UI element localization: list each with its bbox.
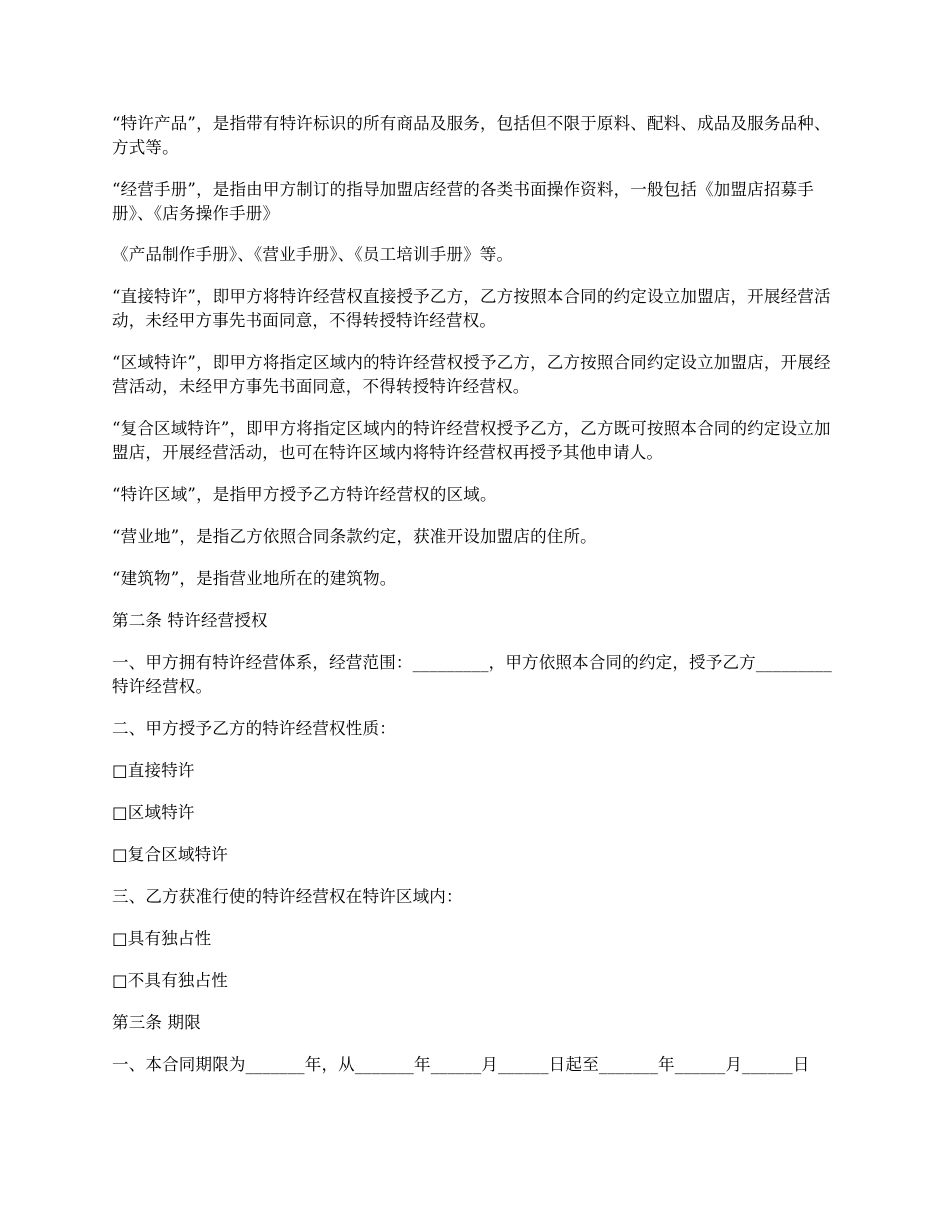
definition-direct-franchise: “直接特许”，即甲方将特许经营权直接授予乙方，乙方按照本合同的约定设立加盟店，开展经营活动，未经甲方事先书面同意，不得转授特许经营权。 — [112, 287, 831, 330]
checkbox-option-non-exclusive: □不具有独占性 — [112, 971, 228, 990]
definition-operations-manual: “经营手册”，是指由甲方制订的指导加盟店经营的各类书面操作资料，一般包括《加盟店招募手册》、《店务操作手册》 — [112, 180, 814, 223]
definition-composite-regional-franchise: “复合区域特许”，即甲方将指定区域内的特许经营权授予乙方，乙方既可按照本合同的约定设立加盟店，开展经营活动，也可在特许区域内将特许经营权再授予其他申请人。 — [112, 419, 831, 462]
definition-business-premises: “营业地”，是指乙方依照合同条款约定，获准开设加盟店的住所。 — [112, 527, 597, 546]
definition-regional-franchise: “区域特许”，即甲方将指定区域内的特许经营权授予乙方，乙方按照合同约定设立加盟店，开展经营活动，未经甲方事先书面同意，不得转授特许经营权。 — [112, 353, 831, 396]
checkbox-option-regional-franchise: □区域特许 — [112, 803, 195, 822]
article-2-clause-3: 三、乙方获准行使的特许经营权在特许区域内： — [112, 887, 463, 906]
document-page — [112, 112, 840, 1095]
article-2-clause-2: 二、甲方授予乙方的特许经营权性质： — [112, 719, 396, 738]
article-3-heading: 第三条 期限 — [112, 1013, 201, 1032]
article-2-clause-1: 一、甲方拥有特许经营体系，经营范围：_________，甲方依照本合同的约定，授予乙方_________特许经营权。 — [112, 653, 832, 696]
article-3-clause-1: 一、本合同期限为_______年，从_______年______月______日起至_______年______月______日 — [112, 1055, 810, 1074]
checkbox-option-exclusive: □具有独占性 — [112, 929, 212, 948]
definition-building: “建筑物”，是指营业地所在的建筑物。 — [112, 569, 397, 588]
checkbox-option-composite-regional-franchise: □复合区域特许 — [112, 845, 228, 864]
definition-operations-manual-cont: 《产品制作手册》、《营业手册》、《员工培训手册》等。 — [112, 245, 514, 264]
checkbox-option-direct-franchise: □直接特许 — [112, 761, 195, 780]
definition-franchise-products: “特许产品”，是指带有特许标识的所有商品及服务，包括但不限于原料、配料、成品及服务品种、方式等。 — [112, 114, 831, 157]
article-2-heading: 第二条 特许经营授权 — [112, 611, 268, 630]
definition-franchise-region: “特许区域”，是指甲方授予乙方特许经营权的区域。 — [112, 485, 497, 504]
